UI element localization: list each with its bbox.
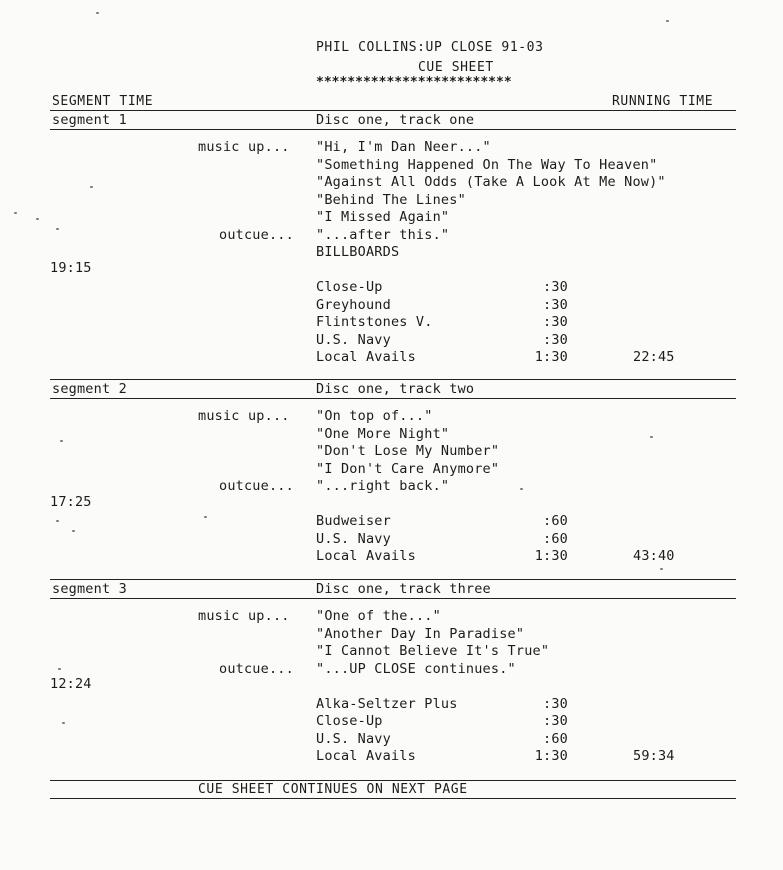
cue-line: "Another Day In Paradise" xyxy=(316,625,525,642)
segment-rule-top xyxy=(50,579,736,580)
outcue-label: outcue... xyxy=(219,660,294,677)
running-time-header: RUNNING TIME xyxy=(612,94,714,109)
cue-line: "Against All Odds (Take A Look At Me Now)" xyxy=(316,174,666,190)
cue-line: "Hi, I'm Dan Neer..." xyxy=(316,139,491,155)
footer-note: CUE SHEET CONTINUES ON NEXT PAGE xyxy=(198,782,468,797)
spot-name: U.S. Navy xyxy=(316,730,391,747)
spot-length: :30 xyxy=(543,296,568,313)
segment-rule-top xyxy=(50,110,736,111)
spot-length: :60 xyxy=(543,513,568,529)
document-subtitle: CUE SHEET xyxy=(418,60,494,75)
cue-line: "I Cannot Believe It's True" xyxy=(316,643,550,659)
spot-length: :30 xyxy=(543,314,568,330)
footer-rule-bottom xyxy=(50,798,736,799)
cue-line: "Something Happened On The Way To Heaven" xyxy=(316,156,658,173)
spot-name: U.S. Navy xyxy=(316,530,391,547)
spot-length: :60 xyxy=(543,730,568,747)
spot-length: 1:30 xyxy=(534,548,568,564)
spot-name: Local Avails xyxy=(316,349,416,365)
running-time: 22:45 xyxy=(633,349,675,365)
music-up-label: music up... xyxy=(198,139,290,155)
spot-length: :60 xyxy=(543,530,568,547)
scan-speck xyxy=(666,20,669,22)
cue-line: "I Don't Care Anymore" xyxy=(316,460,500,477)
running-time: 59:34 xyxy=(633,748,675,764)
segment-disc: Disc one, track three xyxy=(316,581,491,597)
segment-label: segment 3 xyxy=(52,581,127,597)
scan-speck xyxy=(36,218,39,220)
segment-disc: Disc one, track two xyxy=(316,381,475,397)
scan-speck xyxy=(96,12,99,14)
spot-name: Local Avails xyxy=(316,748,416,764)
scan-speck xyxy=(58,668,61,670)
segment-time: 19:15 xyxy=(50,259,92,276)
footer-rule-top xyxy=(50,780,736,781)
segment-time: 12:24 xyxy=(50,676,92,692)
music-up-label: music up... xyxy=(198,608,290,624)
scan-speck xyxy=(14,212,17,214)
cue-line: "Behind The Lines" xyxy=(316,191,466,208)
running-time: 43:40 xyxy=(633,548,675,564)
cue-line: "Don't Lose My Number" xyxy=(316,443,500,459)
scan-speck xyxy=(60,440,63,442)
segment-time: 17:25 xyxy=(50,493,92,510)
scan-speck xyxy=(56,520,59,522)
segment-rule-bottom xyxy=(50,598,736,599)
cue-line: "...UP CLOSE continues." xyxy=(316,660,516,677)
segment-rule-bottom xyxy=(50,398,736,399)
spot-length: :30 xyxy=(543,713,568,729)
cue-line: "I Missed Again" xyxy=(316,209,450,225)
spot-name: Greyhound xyxy=(316,296,391,313)
cue-line: "...after this." xyxy=(316,226,450,243)
scan-speck xyxy=(650,436,653,438)
scan-speck xyxy=(56,228,59,230)
spot-name: Local Avails xyxy=(316,548,416,564)
cue-line: "On top of..." xyxy=(316,408,433,424)
scan-speck xyxy=(204,516,207,518)
title-star-rule: ************************* xyxy=(316,75,512,90)
cue-line: "...right back." xyxy=(316,478,450,494)
segment-label: segment 2 xyxy=(52,381,127,397)
spot-length: :30 xyxy=(543,279,568,295)
document-title: PHIL COLLINS:UP CLOSE 91-03 xyxy=(316,40,544,55)
spot-name: Alka-Seltzer Plus xyxy=(316,695,458,712)
scan-speck xyxy=(72,530,75,532)
scan-speck xyxy=(62,722,65,724)
spot-name: Budweiser xyxy=(316,513,391,529)
spot-name: Flintstones V. xyxy=(316,314,433,330)
scan-speck xyxy=(520,488,523,490)
spot-name: U.S. Navy xyxy=(316,331,391,348)
spot-length: :30 xyxy=(543,331,568,348)
spot-length: 1:30 xyxy=(534,748,568,764)
segment-label: segment 1 xyxy=(52,112,127,128)
cue-line: "One of the..." xyxy=(316,608,441,624)
outcue-label: outcue... xyxy=(219,478,294,494)
billboards-label: BILLBOARDS xyxy=(316,244,400,260)
spot-name: Close-Up xyxy=(316,279,383,295)
segment-rule-top xyxy=(50,379,736,380)
outcue-label: outcue... xyxy=(219,226,294,243)
spot-name: Close-Up xyxy=(316,713,383,729)
segment-disc: Disc one, track one xyxy=(316,112,475,128)
spot-length: :30 xyxy=(543,695,568,712)
spot-length: 1:30 xyxy=(534,349,568,365)
scan-speck xyxy=(660,568,663,570)
cue-line: "One More Night" xyxy=(316,425,450,442)
segment-time-header: SEGMENT TIME xyxy=(52,94,154,109)
scan-speck xyxy=(90,186,93,188)
segment-rule-bottom xyxy=(50,129,736,130)
music-up-label: music up... xyxy=(198,408,290,424)
